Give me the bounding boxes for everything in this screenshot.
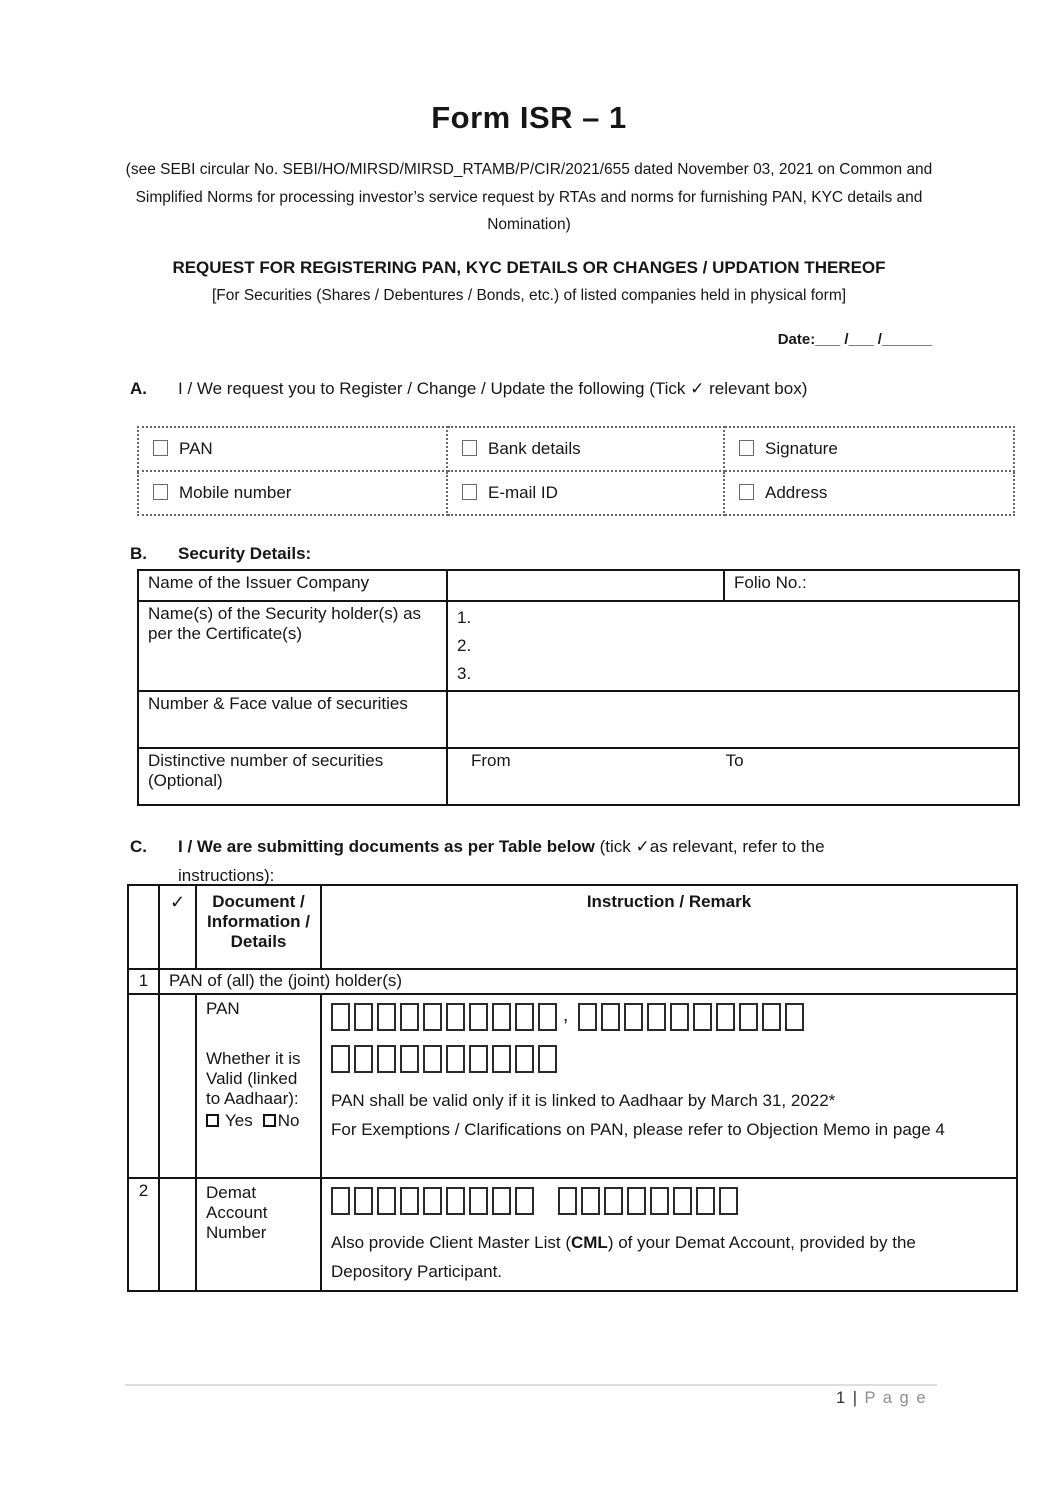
character-box[interactable] (469, 1003, 488, 1031)
character-box[interactable] (670, 1003, 689, 1031)
pan-valid-no-label: No (277, 1111, 300, 1130)
option-cell-bank-details[interactable] (447, 427, 724, 471)
pan-boxes-holder1[interactable] (331, 1006, 561, 1025)
header-number-cell (128, 885, 159, 969)
row1-tick-cell[interactable] (159, 994, 196, 1178)
date-line (778, 331, 932, 348)
character-box[interactable] (739, 1003, 758, 1031)
header-document-cell (196, 885, 321, 969)
character-box[interactable] (469, 1045, 488, 1073)
option-label-pan: PAN (179, 439, 213, 458)
section-c-text-bold: I / We are submitting documents as per Table below (178, 837, 595, 856)
bank-details-checkbox[interactable] (462, 440, 477, 456)
number-face-input-cell[interactable] (447, 691, 1019, 748)
character-box[interactable] (354, 1187, 373, 1215)
character-box[interactable] (423, 1003, 442, 1031)
header-tick-cell (159, 885, 196, 969)
options-row-2 (138, 471, 1014, 515)
distinctive-input-cell[interactable] (447, 748, 1019, 805)
form-title: Form ISR – 1 (431, 100, 627, 135)
section-a-text: I / We request you to Register / Change / Update the following (Tick ✓ relevant box) (178, 379, 808, 398)
footer-divider (125, 1384, 937, 1386)
character-box[interactable] (492, 1003, 511, 1031)
demat-boxes-group1[interactable] (331, 1190, 538, 1209)
pan-whether-label: Whether it is Valid (linked to Aadhaar): (206, 1049, 301, 1108)
pan-boxes-holder2[interactable] (578, 1006, 808, 1025)
option-cell-mobile[interactable] (138, 471, 447, 515)
character-box[interactable] (719, 1187, 738, 1215)
demat-box-line (331, 1183, 1007, 1217)
character-box[interactable] (558, 1187, 577, 1215)
email-checkbox[interactable] (462, 484, 477, 500)
character-box[interactable] (492, 1045, 511, 1073)
signature-checkbox[interactable] (739, 440, 754, 456)
demat-label: Demat Account Number (206, 1183, 268, 1242)
demat-note-post: ) of your Demat Account, provided by the Depository Participant. (331, 1233, 916, 1281)
character-box[interactable] (492, 1187, 511, 1215)
row1-detail-row (128, 994, 1017, 1178)
row1-number-spacer (128, 994, 159, 1178)
character-box[interactable] (400, 1003, 419, 1031)
option-label-bank-details: Bank details (488, 439, 581, 458)
option-cell-pan[interactable] (138, 427, 447, 471)
holders-label: Name(s) of the Security holder(s) as per the Certificate(s) (148, 604, 422, 643)
form-subtitle: (see SEBI circular No. SEBI/HO/MIRSD/MIRSD_RTAMB/P/CIR/2021/655 dated November 03, 2021 on Common and Simplified Norms for processing investor’s service request by RTAs and norms for furnishing PAN, KYC details and Nomination) (125, 161, 933, 233)
character-box[interactable] (693, 1003, 712, 1031)
request-subheading: [For Securities (Shares / Debentures / Bonds, etc.) of listed companies held in physical form] (211, 287, 847, 304)
character-box[interactable] (581, 1187, 600, 1215)
section-c-text (178, 832, 825, 890)
documents-table (127, 884, 1018, 1292)
character-box[interactable] (578, 1003, 597, 1031)
row1-instruction-cell (321, 994, 1017, 1178)
number-face-label: Number & Face value of securities (148, 694, 408, 713)
date-blanks[interactable]: ___ /___ /______ (815, 331, 932, 348)
option-label-email: E-mail ID (488, 483, 558, 502)
number-face-row (138, 691, 1019, 748)
pan-boxes-holder3[interactable] (331, 1048, 561, 1067)
distinctive-row (138, 748, 1019, 805)
character-box[interactable] (423, 1187, 442, 1215)
row2-doc-cell (196, 1178, 321, 1291)
character-box[interactable] (331, 1003, 350, 1031)
page-footer (836, 1389, 927, 1408)
character-box[interactable] (604, 1187, 623, 1215)
character-box[interactable] (538, 1003, 557, 1031)
update-options-table (137, 426, 1015, 516)
demat-note-pre: Also provide Client Master List ( (331, 1233, 571, 1252)
row2-tick-cell[interactable] (159, 1178, 196, 1291)
character-box[interactable] (601, 1003, 620, 1031)
mobile-checkbox[interactable] (153, 484, 168, 500)
pan-note-2: For Exemptions / Clarifications on PAN, please refer to Objection Memo in page 4 (331, 1119, 945, 1139)
demat-boxes-group2[interactable] (558, 1190, 742, 1209)
holders-input-cell[interactable] (447, 601, 1019, 691)
holders-label-cell (138, 601, 447, 691)
holder-line-3[interactable]: 3. (457, 664, 472, 683)
issuer-row (138, 570, 1019, 601)
character-box[interactable] (673, 1187, 692, 1215)
character-box[interactable] (377, 1003, 396, 1031)
section-a-heading (130, 379, 990, 399)
pan-checkbox[interactable] (153, 440, 168, 456)
character-box[interactable] (515, 1003, 534, 1031)
options-row-1 (138, 427, 1014, 471)
footer-separator: | (852, 1389, 859, 1407)
tick-icon: ✓ (169, 892, 186, 912)
demat-note-cml: CML (570, 1233, 608, 1252)
pan-box-comma: , (563, 1005, 569, 1026)
documents-header-row (128, 885, 1017, 969)
option-label-address: Address (765, 483, 828, 502)
character-box[interactable] (354, 1045, 373, 1073)
character-box[interactable] (624, 1003, 643, 1031)
section-a-letter: A. (130, 379, 147, 398)
character-box[interactable] (716, 1003, 735, 1031)
row1-title: PAN of (all) the (joint) holder(s) (169, 971, 403, 990)
header-instruction-cell (321, 885, 1017, 969)
folio-cell[interactable] (724, 570, 1019, 601)
pan-valid-no-checkbox[interactable] (263, 1114, 276, 1127)
to-label: To (725, 751, 744, 770)
section-c-text-regular: (tick ✓as relevant, refer to the (594, 837, 825, 856)
character-box[interactable] (469, 1187, 488, 1215)
holders-row (138, 601, 1019, 691)
date-label: Date: (777, 331, 816, 348)
distinctive-label-cell (138, 748, 447, 805)
character-box[interactable] (331, 1045, 350, 1073)
section-c-text-line2: instructions): (178, 866, 275, 885)
issuer-label: Name of the Issuer Company (148, 573, 370, 592)
character-box[interactable] (696, 1187, 715, 1215)
row1-title-row (128, 969, 1017, 994)
row1-doc-cell (196, 994, 321, 1178)
document-header-label: Document / Information / Details (207, 892, 310, 951)
section-b-heading (130, 544, 311, 564)
character-box[interactable] (377, 1045, 396, 1073)
character-box[interactable] (446, 1187, 465, 1215)
pan-label: PAN (206, 999, 240, 1018)
character-box[interactable] (647, 1003, 666, 1031)
section-b-letter: B. (130, 544, 147, 563)
request-heading: REQUEST FOR REGISTERING PAN, KYC DETAILS OR CHANGES / UPDATION THEREOF (172, 258, 886, 277)
character-box[interactable] (446, 1003, 465, 1031)
number-face-label-cell (138, 691, 447, 748)
character-box[interactable] (538, 1045, 557, 1073)
character-box[interactable] (627, 1187, 646, 1215)
holder-line-2[interactable]: 2. (457, 636, 472, 655)
demat-note (331, 1229, 993, 1286)
section-b-text: Security Details: (178, 544, 312, 563)
row2-instruction-cell (321, 1178, 1017, 1291)
character-box[interactable] (650, 1187, 669, 1215)
footer-page-number: 1 (836, 1389, 847, 1407)
option-cell-email[interactable] (447, 471, 724, 515)
instruction-header-label: Instruction / Remark (586, 892, 752, 911)
distinctive-label: Distinctive number of securities (Optional) (148, 751, 384, 790)
pan-box-line-1 (331, 999, 1007, 1033)
option-cell-signature[interactable] (724, 427, 1014, 471)
row1-title-cell (159, 969, 1017, 994)
character-box[interactable] (400, 1187, 419, 1215)
character-box[interactable] (377, 1187, 396, 1215)
pan-box-line-2 (331, 1041, 1007, 1075)
character-box[interactable] (423, 1045, 442, 1073)
character-box[interactable] (400, 1045, 419, 1073)
address-checkbox[interactable] (739, 484, 754, 500)
row2-number: 2 (128, 1178, 159, 1291)
pan-valid-yesno (206, 1111, 311, 1131)
from-label: From (471, 751, 511, 770)
issuer-input-cell[interactable] (447, 570, 724, 601)
character-box[interactable] (785, 1003, 804, 1031)
security-details-table (137, 569, 1020, 806)
pan-valid-yes-label: Yes (225, 1111, 253, 1130)
option-label-mobile: Mobile number (179, 483, 292, 502)
option-cell-address[interactable] (724, 471, 1014, 515)
issuer-label-cell (138, 570, 447, 601)
character-box[interactable] (354, 1003, 373, 1031)
character-box[interactable] (331, 1187, 350, 1215)
character-box[interactable] (446, 1045, 465, 1073)
section-c-letter: C. (130, 837, 147, 856)
character-box[interactable] (762, 1003, 781, 1031)
row2-row (128, 1178, 1017, 1291)
character-box[interactable] (515, 1187, 534, 1215)
holder-line-1[interactable]: 1. (457, 608, 472, 627)
pan-valid-yes-checkbox[interactable] (206, 1114, 219, 1127)
footer-page-word: P a g e (864, 1389, 927, 1407)
option-label-signature: Signature (765, 439, 838, 458)
character-box[interactable] (515, 1045, 534, 1073)
folio-label: Folio No.: (734, 573, 807, 592)
row1-number: 1 (128, 969, 159, 994)
section-c-heading (130, 832, 980, 890)
pan-note-1: PAN shall be valid only if it is linked to Aadhaar by March 31, 2022* (331, 1091, 836, 1110)
